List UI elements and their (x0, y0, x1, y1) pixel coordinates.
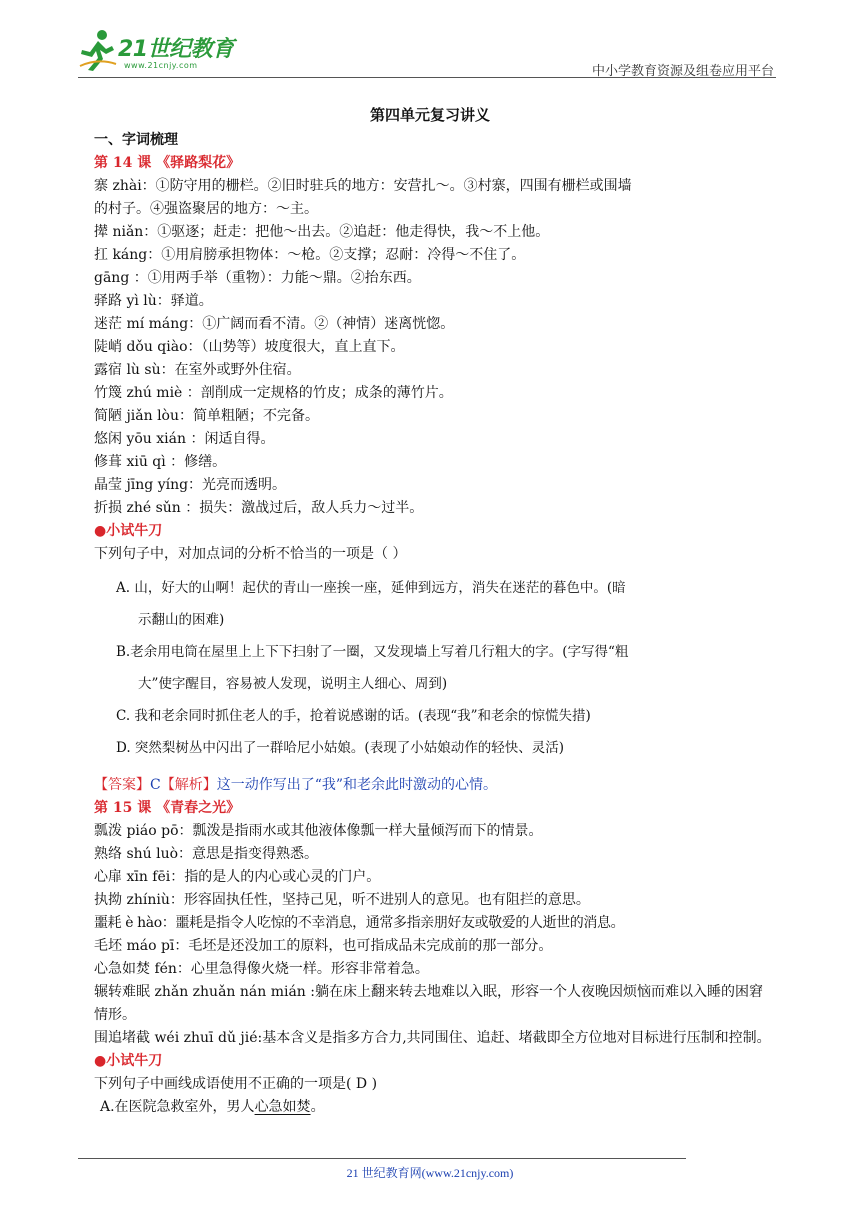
vocab-line: 围追堵截 wéi zhuī dǔ jié:基本含义是指多方合力,共同围住、追赶、堵截即全方位地对目标进行压制和控制。 (94, 1030, 771, 1046)
answer-value: C (150, 777, 161, 793)
vocab-line: 瓢泼 piáo pō：瓢泼是指雨水或其他液体像瓢一样大量倾泻而下的情景。 (94, 823, 543, 839)
vocab-line: 晶莹 jīng yíng：光亮而透明。 (94, 477, 287, 493)
lesson-14-title: 第 14 课 《驿路梨花》 (94, 155, 241, 171)
vocab-line: 竹篾 zhú miè ：剖削成一定规格的竹皮；成条的薄竹片。 (94, 385, 453, 401)
vocab-line: 修葺 xiū qì ：修缮。 (94, 454, 227, 470)
option-a-continued: 示翻山的困难) (138, 612, 225, 628)
vocab-line: 撵 niǎn：①驱逐；赶走：把他～出去。②追赶：他走得快，我～不上他。 (94, 224, 550, 240)
vocab-line: 陡峭 dǒu qiào：（山势等）坡度很大，直上直下。 (94, 339, 405, 355)
document-body (94, 129, 772, 1119)
vocab-line: 寨 zhài：①防守用的栅栏。②旧时驻兵的地方：安营扎～。③村寨，四围有栅栏或围墙 (94, 178, 632, 194)
footer-divider (78, 1158, 686, 1159)
vocab-line: 心急如焚 fén：心里急得像火烧一样。形容非常着急。 (94, 961, 429, 977)
vocab-line: 毛坯 máo pī：毛坯是还没加工的原料，也可指成品未完成前的那一部分。 (94, 938, 553, 954)
quiz-label: ●小试牛刀 (94, 1053, 163, 1069)
runner-logo-icon (78, 28, 118, 72)
vocab-line: 执拗 zhíniù：形容固执任性，坚持己见，听不进别人的意见。也有阻拦的意思。 (94, 892, 590, 908)
option-b: B.老余用电筒在屋里上上下下扫射了一圈，又发现墙上写着几行粗大的字。(字写得“粗 (116, 644, 629, 660)
vocab-line: 驿路 yì lù：驿道。 (94, 293, 213, 309)
option-a-prefix: A.在医院急救室外，男人 (100, 1099, 255, 1115)
section-title: 一、字词梳理 (94, 132, 178, 148)
option-d: D. 突然梨树丛中闪出了一群哈尼小姑娘。(表现了小姑娘动作的轻快、灵活) (116, 740, 564, 756)
platform-name: 中小学教育资源及组卷应用平台 (591, 64, 774, 79)
vocab-line: 的村子。④强盗聚居的地方：～主。 (94, 201, 318, 217)
quiz-question: 下列句子中画线成语使用不正确的一项是( D ) (94, 1076, 378, 1092)
vocab-line: 噩耗 è hào：噩耗是指令人吃惊的不幸消息，通常多指亲朋好友或敬爱的人逝世的消息。 (94, 915, 625, 931)
vocab-line: 扛 káng：①用肩膀承担物体：～枪。②支撑；忍耐：冷得～不住了。 (94, 247, 526, 263)
page-header (0, 0, 860, 80)
vocab-line: gāng ：①用两手举（重物）：力能～鼎。②抬东西。 (94, 270, 421, 286)
analysis-tag: 【解析】 (160, 777, 217, 793)
quiz-question: 下列句子中，对加点词的分析不恰当的一项是（ ） (94, 546, 407, 562)
option-a: A. 山，好大的山啊！起伏的青山一座挨一座，延伸到远方，消失在迷茫的暮色中。(暗 (116, 580, 626, 596)
vocab-line: 悠闲 yōu xián ：闲适自得。 (94, 431, 275, 447)
page-title: 第四单元复习讲义 (369, 106, 490, 124)
option-a-suffix: 。 (310, 1099, 325, 1115)
answer-line (94, 774, 772, 797)
vocab-line: 简陋 jiǎn lòu：简单粗陋；不完备。 (94, 408, 320, 424)
vocab-line: 露宿 lù sù：在室外或野外住宿。 (94, 362, 301, 378)
quiz-label: ●小试牛刀 (94, 523, 163, 539)
site-logo[interactable] (78, 28, 248, 76)
vocab-line: 心扉 xīn fēi：指的是人的内心或心灵的门户。 (94, 869, 381, 885)
answer-tag: 【答案】 (94, 777, 150, 793)
underlined-idiom: 心急如焚 (254, 1099, 311, 1115)
option-b-continued: 大”使字醒目，容易被人发现，说明主人细心、周到) (138, 676, 448, 692)
vocab-line: 折损 zhé sǔn ：损失：激战过后，敌人兵力～过半。 (94, 500, 424, 516)
option-c: C. 我和老余同时抓住老人的手，抢着说感谢的话。(表现“我”和老余的惊慌失措) (116, 708, 591, 724)
vocab-line: 迷茫 mí máng：①广阔而看不清。②（神情）迷离恍惚。 (94, 316, 455, 332)
logo-url: www.21cnjy.com (124, 61, 198, 70)
vocab-line: 熟络 shú luò：意思是指变得熟悉。 (94, 846, 319, 862)
lesson-15-title: 第 15 课 《青春之光》 (94, 800, 241, 816)
vocab-line: 辗转难眠 zhǎn zhuǎn nán mián :躺在床上翻来转去地难以入眠，形容一个人夜晚因烦恼而难以入睡的困窘情形。 (94, 984, 763, 1023)
option-a (94, 1096, 772, 1119)
analysis-text: 这一动作写出了“我”和老余此时激动的心情。 (216, 777, 498, 793)
header-divider (78, 77, 776, 78)
page-footer[interactable]: 21 世纪教育网(www.21cnjy.com) (346, 1166, 514, 1180)
logo-text: 21世纪教育 (118, 37, 234, 62)
